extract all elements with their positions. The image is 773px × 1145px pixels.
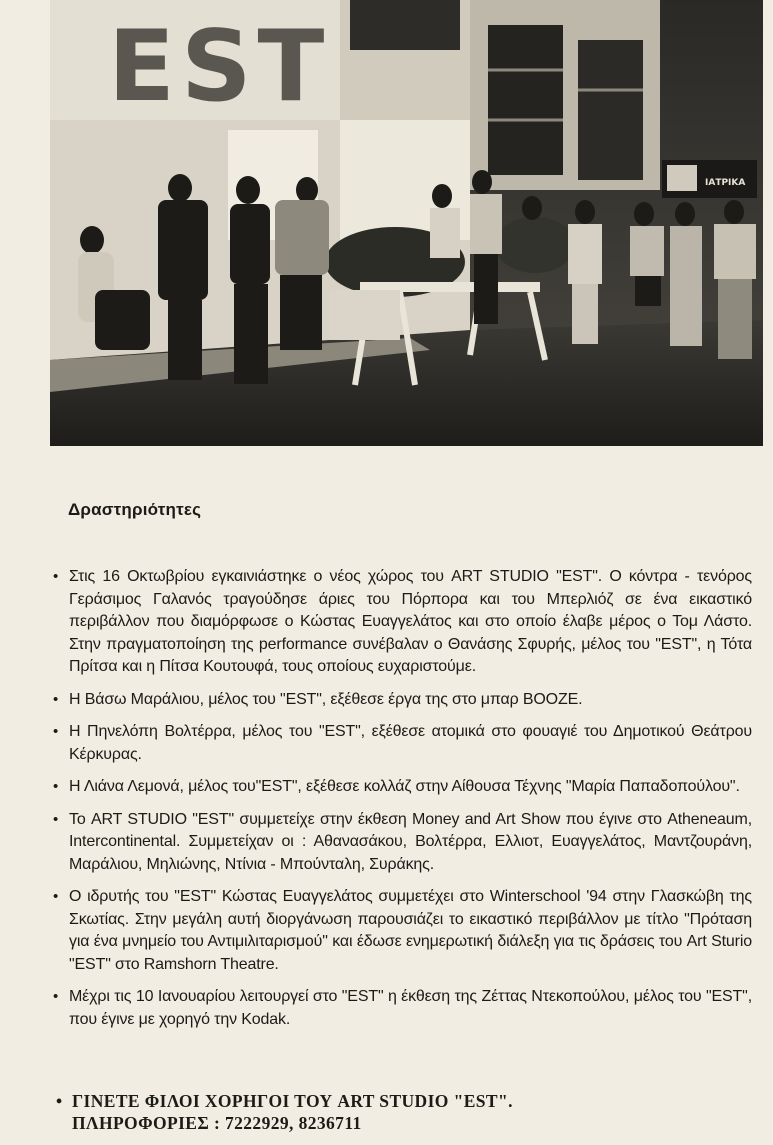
footer-bullet: • bbox=[56, 1091, 63, 1111]
est-sign-text: EST bbox=[108, 10, 331, 124]
shop-sign-text: ΙΑΤΡΙΚΑ bbox=[705, 178, 746, 188]
photo-illustration bbox=[50, 0, 763, 446]
sponsor-notice bbox=[56, 1090, 513, 1134]
list-item: • Η Λιάνα Λεμονά, μέλος του"EST", εξέθεσε κολλάζ στην Αίθουσα Τέχνης "Μαρία Παπαδοπούλου". bbox=[52, 776, 752, 799]
list-item: • Στις 16 Οκτωβρίου εγκαινιάστηκε ο νέος χώρος του ART STUDIO "EST". Ο κόντρα - τενόρος Γεράσιμος Γαλανός τραγούδησε άριες του Πόρπορα και του Μπερλιόζ σε ένα εικαστικό περιβάλλον που διαμόρφωσε ο Κώστας Ευαγγελάτος και στο οποίο έλαβε μέρος ο Τομ Λάστο. Στην πραγματοποίηση της performance συνέβαλαν ο Θανάσης Σφυρής, μέλος του "EST", η Τότα Πρίτσα και η Πίτσα Κουτουφά, τους οποίους ευχαριστούμε. bbox=[52, 566, 752, 679]
sponsor-call: ΓΙΝΕΤΕ ΦΙΛΟΙ ΧΟΡΗΓΟΙ ΤΟΥ ART STUDIO "EST". bbox=[72, 1091, 513, 1111]
activities-list bbox=[52, 566, 752, 1041]
list-item: • Μέχρι τις 10 Ιανουαρίου λειτουργεί στο "EST" η έκθεση της Ζέττας Ντεκοπούλου, μέλος του "EST", που έγινε με χορηγό την Kodak. bbox=[52, 986, 752, 1031]
list-item: • Η Πηνελόπη Βολτέρρα, μέλος του "EST", εξέθεσε ατομικά στο φουαγιέ του Δημοτικού Θεάτρου Κέρκυρας. bbox=[52, 721, 752, 766]
section-heading: Δραστηριότητες bbox=[68, 500, 202, 519]
event-photo bbox=[50, 0, 763, 446]
contact-phones: ΠΛΗΡΟΦΟΡΙΕΣ : 7222929, 8236711 bbox=[72, 1113, 362, 1133]
list-item: • Η Βάσω Μαράλιου, μέλος του "EST", εξέθεσε έργα της στο μπαρ BOOZE. bbox=[52, 689, 752, 712]
list-item: • Το ART STUDIO "EST" συμμετείχε στην έκθεση Money and Art Show που έγινε στο Atheneaum, Intercontinental. Συμμετείχαν οι : Αθανασάκου, Βολτέρρα, Ελλιοτ, Ευαγγελάτος, Μαντζουράνη, Μαράλιου, Μηλιώνης, Ντίνια - Μπούνταλη, Συράκης. bbox=[52, 809, 752, 877]
list-item: • Ο ιδρυτής του "EST" Κώστας Ευαγγελάτος συμμετέχει στο Winterschool '94 στην Γλασκώβη της Σκωτίας. Στην μεγάλη αυτή διοργάνωση παρουσιάζει το εικαστικό περιβάλλον με τίτλο "Πρόταση για ένα μνημείο του Αντιμιλιταρισμού" και έδωσε ενημερωτική διάλεξη για τις δράσεις του Art Sturio "EST" στο Ramshorn Theatre. bbox=[52, 886, 752, 976]
